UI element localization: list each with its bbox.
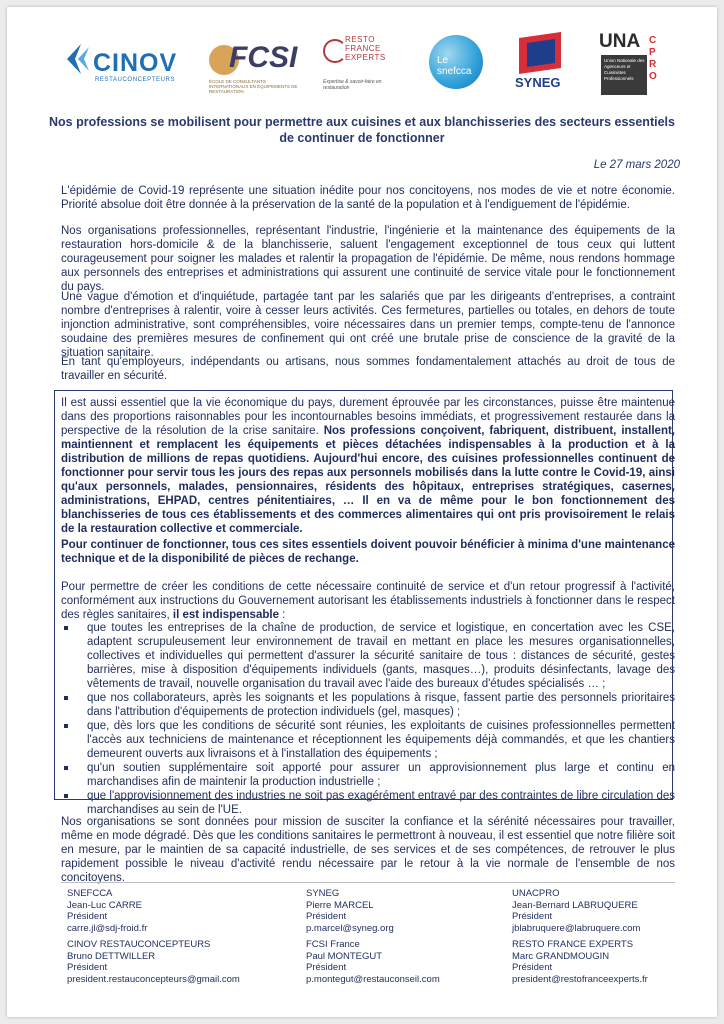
paragraph-economy-bold: Nos professions conçoivent, fabriquent, distribuent, installent, maintiennent et remplacent les équipements et pièces détachées indispensables à la production et à la distribution de millions de repas quotidiens. Aujourd'hui encore, des cuisines professionnelles continuent de fonctionner pour servir tous les jours des repas aux personnels mobilisés dans la lutte contre le Covid-19, ainsi qu'aux personnels, malades, pensionnaires, résidents des hôpitaux, entreprises stratégiques, casernes, administrations, EHPAD, centres pénitentiaires, … Il en va de même pour le bon fonctionnement des blanchisseries de tous ces établissements et des commerces alimentaires qui ont pris provisoirement le relais de la restauration collective et commerciale.	[61, 425, 675, 535]
paragraph-organisations: Nos organisations professionnelles, représentant l'industrie, l'ingénierie et la maintenance des équipements de la restauration hors-domicile & de la blanchisserie, saluent l'engagement exceptionnel de tous ceux qui luttent courageusement pour soigner les malades et ralentir la propagation de l'épidémie. De même, nous rendons hommage aux personnels des entreprises et administrations qui assurent une continuité de service vitale pour le fonctionnement du pays.	[61, 225, 675, 293]
signature-org: RESTO FRANCE EXPERTS	[512, 939, 634, 950]
signature-cinov	[67, 939, 240, 985]
paragraph-conditions-text: Pour permettre de créer les conditions de cette nécessaire continuité de service et d'un retour progressif à l'activité, conformément aux instructions du Gouvernement autorisant les établissements industriels à fonctionner dans le respect des règles sanitaires,	[61, 581, 675, 621]
signature-email: p.montegut@restauconseil.com	[306, 973, 440, 985]
paragraph-conditions-bold: il est indispensable	[172, 609, 279, 621]
signature-email: p.marcel@syneg.org	[306, 922, 394, 934]
paragraph-employers: En tant qu'employeurs, indépendants ou artisans, nous sommes fondamentalement attachés au droit de tous de travailler en sécurité.	[61, 356, 675, 382]
paragraph-intro: L'épidémie de Covid-19 représente une situation inédite pour nos concitoyens, nos modes de vie et notre économie. Priorité absolue doit être donnée à la préservation de la santé de la population et à l'endiguement de l'épidémie.	[61, 185, 675, 211]
fcsi-sub: ÉCOLE DE CONSULTANTS INTERNATIONAUX EN ÉQUIPEMENTS DE RESTAURATION	[209, 79, 298, 94]
signature-email: president.restauconcepteurs@gmail.com	[67, 973, 240, 985]
list-item: que l'approvisionnement des industries ne soit pas exagérément entravé par des contraintes de libre circulation des marchandises au sein de l'UE.	[61, 789, 675, 817]
syneg-blue-block-icon	[527, 39, 555, 67]
paragraph-conditions	[61, 580, 675, 622]
signature-role: Président	[306, 962, 347, 973]
resto-name-line2: FRANCE	[345, 44, 381, 53]
signature-role: Président	[306, 911, 347, 922]
cinov-mark-icon	[61, 41, 97, 77]
paragraph-conclusion: Nos organisations se sont données pour mission de susciter la confiance et la sérénité nécessaires pour travailler, même en mode dégradé. Dès que les conditions sanitaires le permettront à nouveau, il est essentiel que notre filière soit en mesure, par le maintien de sa capacité industrielle, de ses services et de ses compétences, de retrouver le plus rapidement possible le niveau d'activité rendu nécessaire par le retour à la vie normale de l'ensemble de nos concitoyens.	[61, 816, 675, 884]
signature-org: UNACPRO	[512, 888, 560, 899]
signature-email: jblabruquere@labruquere.com	[512, 922, 641, 934]
signature-org: SYNEG	[306, 888, 340, 899]
document-page	[7, 7, 717, 1017]
signature-role: Président	[512, 911, 553, 922]
resto-name	[345, 35, 386, 62]
list-item: que nos collaborateurs, après les soignants et les populations à risque, fassent partie des personnels prioritaires dans l'attribution d'équipements de protection individuels (gel, masques) ;	[61, 691, 675, 719]
signature-org: SNEFCCA	[67, 888, 113, 899]
signature-snefcca	[67, 888, 147, 934]
signature-email: carre.jl@sdj-froid.fr	[67, 922, 148, 934]
signature-name: Bruno DETTWILLER	[67, 950, 156, 962]
paragraph-economy-text: Il est aussi essentiel que la vie économique du pays, durement éprouvée par les circonstances, puisse être maintenue dans des proportions raisonnables pour les incontournables besoins immédiats, et progressivement restaurée dans la perspective de la résolution de la crise sanitaire.	[61, 397, 675, 437]
signature-name: Paul MONTEGUT	[306, 950, 383, 962]
list-item: que toutes les entreprises de la chaîne de production, de service et logistique, en concertation avec les CSE, adaptent scrupuleusement leur environnement de travail en mettant en place les mesures organisationnelles, collectives et individuelles qui permettent d'assurer la sécurité sanitaire de tous : distances de sécurité, gestes barrières, mise à disposition d'équipements individuels (gants, masques…), produits désinfectants, lavage des vêtements de travail, nouvelle organisation du travail avec l'aide des bureaux d'études spécialisés … ;	[61, 621, 675, 691]
signature-email: president@restofranceexperts.fr	[512, 973, 648, 985]
paragraph-economy	[61, 396, 675, 536]
paragraph-conditions-end: :	[278, 609, 286, 621]
list-item: qu'un soutien supplémentaire soit apporté pour assurer un approvisionnement plus large et continu en marchandises afin de maintenir la production industrielle ;	[61, 761, 675, 789]
signature-fcsi	[306, 939, 440, 985]
unacpro-name: UNA	[599, 31, 641, 52]
snefcca-logo	[421, 31, 485, 95]
unacpro-box	[601, 55, 647, 95]
signature-name: Jean-Luc CARRE	[67, 899, 142, 911]
signature-name: Jean-Bernard LABRUQUERE	[512, 899, 638, 911]
snefcca-name: Le snefcca	[437, 55, 472, 77]
unacpro-box-text: Union Nationale des Agenceurs et Cuisinistes Professionnels	[604, 58, 645, 81]
resto-tagline: Expertise & savoir-faire en restauration	[323, 79, 382, 91]
syneg-logo	[515, 31, 571, 95]
logo-bar	[7, 31, 717, 95]
fcsi-name: FCSI	[229, 41, 298, 74]
signature-unacpro	[512, 888, 640, 934]
resto-name-line1: RESTO	[345, 35, 375, 44]
unacpro-logo	[599, 31, 663, 95]
unacpro-vertical: CPRO	[649, 35, 657, 82]
document-date: Le 27 mars 2020	[593, 159, 680, 171]
resto-c-icon	[323, 39, 347, 63]
signature-role: Président	[67, 911, 108, 922]
paragraph-emotion: Une vague d'émotion et d'inquiétude, partagée tant par les salariés que par les dirigeants d'entreprises, a contraint nombre d'entreprises à ralentir, voire à cesser leurs activités. Ces fermetures, partielles ou totales, en dehors de toute injonction administrative, sont compréhensibles, voire nécessaires dans un premier temps, compte-tenu de l'annonce soudaine des premières mesures de confinement qui ont créé une brutale prise de conscience de la gravité de la situation sanitaire.	[61, 291, 675, 359]
signature-org: FCSI France	[306, 939, 360, 950]
cinov-sub: RESTAUCONCEPTEURS	[95, 77, 176, 83]
signature-org: CINOV RESTAUCONCEPTEURS	[67, 939, 211, 950]
signature-resto-france-experts	[512, 939, 648, 985]
fcsi-logo	[207, 31, 303, 95]
resto-name-line3: EXPERTS	[345, 53, 386, 62]
cinov-name: CINOV	[93, 49, 178, 77]
signature-name: Marc GRANDMOUGIN	[512, 950, 610, 962]
paragraph-maintenance: Pour continuer de fonctionner, tous ces sites essentiels doivent pouvoir bénéficier à minima d'une maintenance technique et de la disponibilité de pièces de rechange.	[61, 539, 675, 565]
resto-france-experts-logo	[319, 31, 397, 95]
signature-divider	[61, 882, 675, 883]
document-title: Nos professions se mobilisent pour permettre aux cuisines et aux blanchisseries des secteurs essentiels de continuer de fonctionner	[49, 115, 675, 145]
cinov-logo	[59, 31, 179, 95]
signature-name: Pierre MARCEL	[306, 899, 374, 911]
signature-role: Président	[512, 962, 553, 973]
signature-role: Président	[67, 962, 108, 973]
signature-syneg	[306, 888, 394, 934]
requirements-list	[61, 621, 675, 817]
syneg-name: SYNEG	[515, 75, 561, 90]
list-item: que, dès lors que les conditions de sécurité sont réunies, les exploitants de cuisines professionnelles permettent l'accès aux techniciens de maintenance et réceptionnent les équipements déjà commandés, et que les chantiers demeurent ouverts aux livraisons et à l'installation des équipements ;	[61, 719, 675, 761]
